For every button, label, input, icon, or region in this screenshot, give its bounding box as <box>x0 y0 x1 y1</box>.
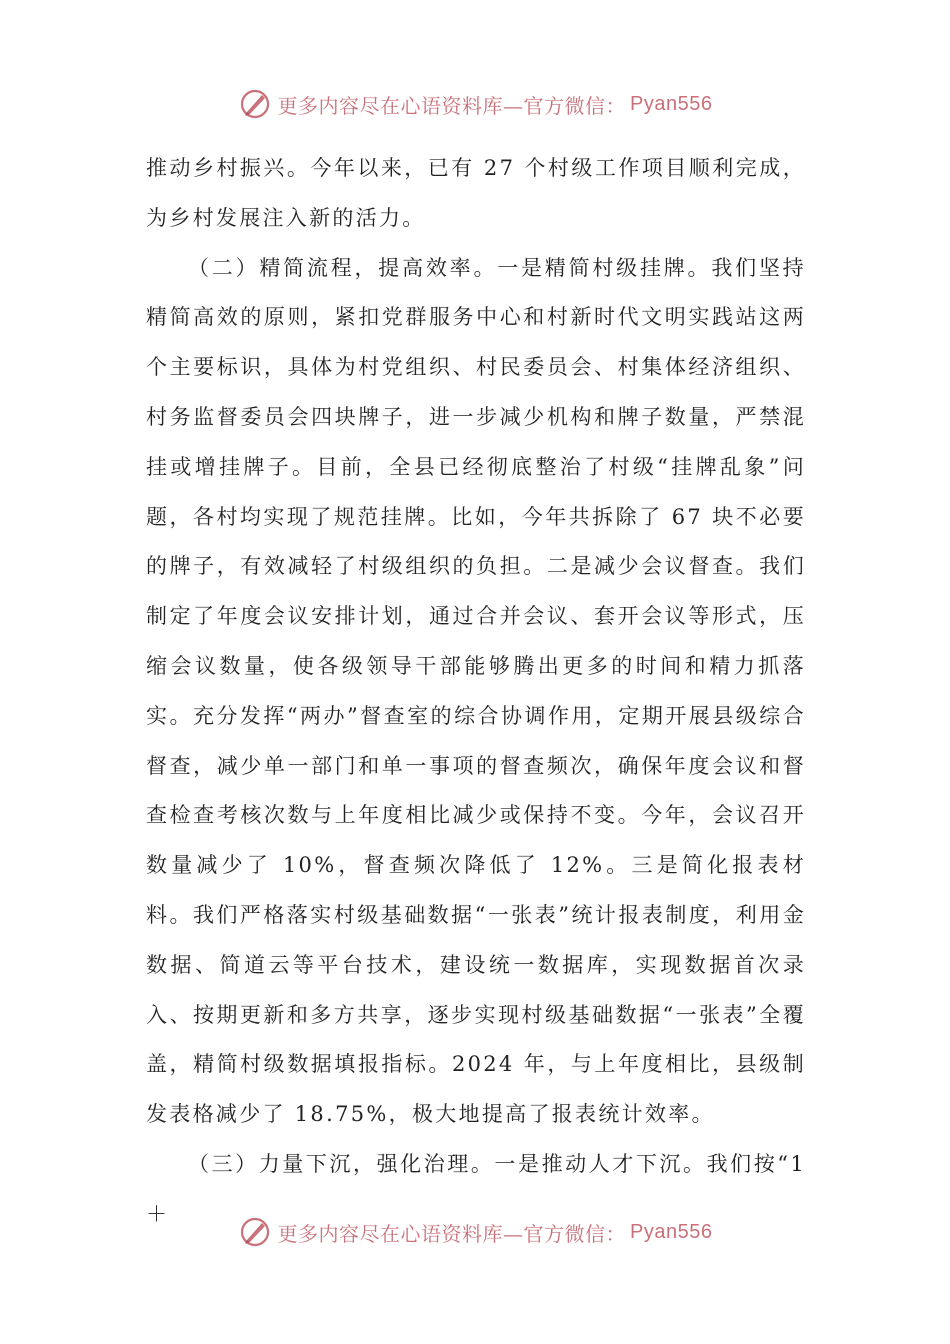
watermark-text: 更多内容尽在心语资料库—官方微信： <box>277 93 627 118</box>
paragraph-2: （二）精简流程，提高效率。一是精简村级挂牌。我们坚持精简高效的原则，紧扣党群服务中心和村新时代文明实践站这两个主要标识，具体为村党组织、村民委员会、村集体经济组织、村务监督委员会四块牌子，进一步减少机构和牌子数量，严禁混挂或增挂牌子。目前，全县已经彻底整治了村级“挂牌乱象”问题，各村均实现了规范挂牌。比如，今年共拆除了 67 块不必要的牌子，有效减轻了村级组织的负担。二是减少会议督查。我们制定了年度会议安排计划，通过合并会议、套开会议等形式，压缩会议数量，使各级领导干部能够腾出更多的时间和精力抓落实。充分发挥“两办”督查室的综合协调作用，定期开展县级综合督查，减少单一部门和单一事项的督查频次，确保年度会议和督查检查考核次数与上年度相比减少或保持不变。今年，会议召开数量减少了 10%，督查频次降低了 12%。三是简化报表材料。我们严格落实村级基础数据“一张表”统计报表制度，利用金数据、简道云等平台技术，建设统一数据库，实现数据首次录入、按期更新和多方共享，逐步实现村级基础数据“一张表”全覆盖，精简村级数据填报指标。2024 年，与上年度相比，县级制发表格减少了 18.75%，极大地提高了报表统计效率。 <box>146 255 806 1127</box>
watermark-text: 更多内容尽在心语资料库—官方微信： <box>277 1221 627 1246</box>
document-body <box>146 144 806 1240</box>
pen-logo-icon <box>238 1215 272 1249</box>
watermark-footer <box>0 1212 950 1252</box>
watermark-account: Pyan556 <box>630 92 713 115</box>
pen-logo-icon <box>238 87 272 121</box>
paragraph-3: （三）力量下沉，强化治理。一是推动人才下沉。我们按“1＋ <box>146 1151 806 1226</box>
paragraph-1: 推动乡村振兴。今年以来，已有 27 个村级工作项目顺利完成，为乡村发展注入新的活力。 <box>146 156 806 230</box>
watermark-account: Pyan556 <box>630 1220 713 1243</box>
watermark-header <box>0 84 950 124</box>
